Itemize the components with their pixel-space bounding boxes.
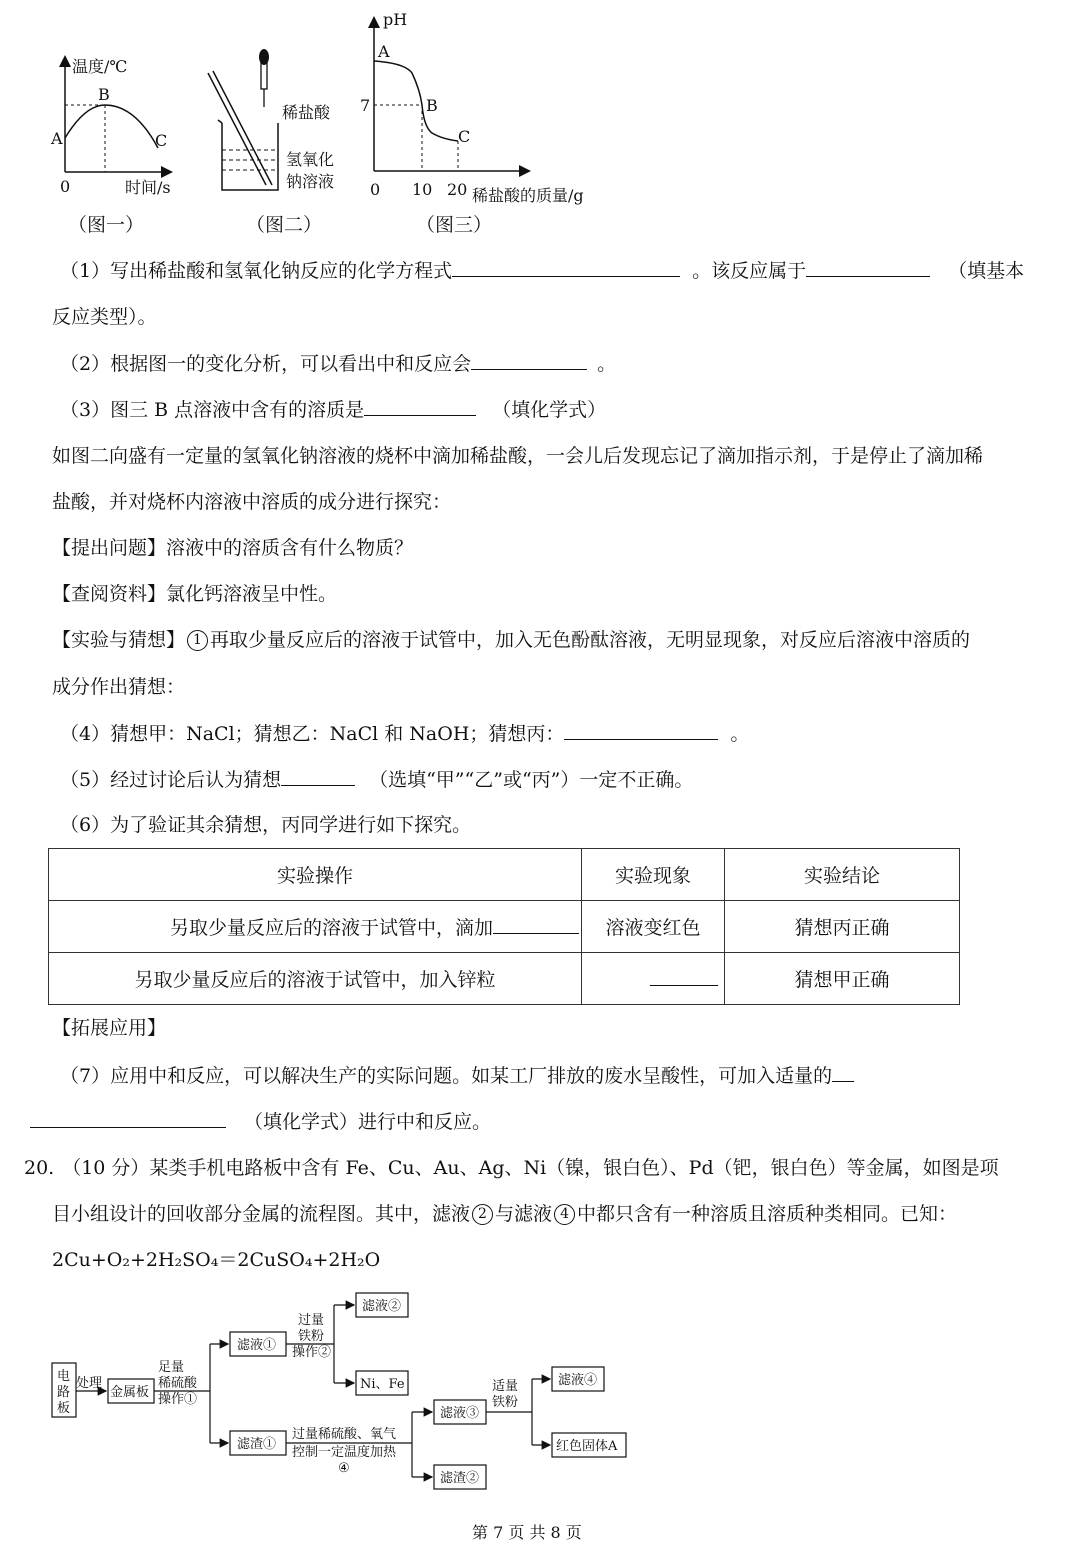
- q2-text-a: （2）根据图一的变化分析，可以看出中和反应会: [60, 353, 472, 375]
- flow-step1-a: 足量: [158, 1360, 185, 1375]
- question-1-line1: [60, 258, 1024, 283]
- q1-text-d: 反应类型）。: [52, 306, 157, 328]
- q1-text-a: （1）写出稀盐酸和氢氧化钠反应的化学方程式: [60, 260, 453, 282]
- fig3-point-c: C: [458, 127, 471, 146]
- recycling-flowchart: [40, 1285, 660, 1500]
- q20-text-2a: 目小组设计的回收部分金属的流程图。其中，滤液: [52, 1203, 471, 1225]
- q4-text-a: （4）猜想甲：NaCl；猜想乙：NaCl 和 NaOH；猜想丙：: [60, 723, 565, 745]
- table-cell-operation: [49, 901, 582, 953]
- fig3-x-tick-0: 0: [370, 180, 381, 199]
- question-2: [60, 351, 616, 376]
- fig1-x-label: 时间/s: [125, 178, 171, 197]
- q3-text-a: （3）图三 B 点溶液中含有的溶质是: [60, 399, 365, 421]
- row1-conclusion: 猜想丙正确: [725, 901, 960, 953]
- flow-step2-c: 操作②: [292, 1345, 332, 1360]
- experiment-table: [48, 848, 960, 1005]
- flow-filtrate-3: 滤液③: [440, 1406, 480, 1421]
- flow-red-solid: 红色固体A: [556, 1439, 618, 1454]
- row1-operation-text: 另取少量反应后的溶液于试管中，滴加: [169, 917, 493, 939]
- fig2-solution-line1: 氢氧化: [286, 150, 335, 169]
- flow-step4-a: 过量稀硫酸、氧气: [292, 1427, 397, 1442]
- fig3-x-tick-10: 10: [412, 180, 433, 199]
- q20-text-2c: 中都只含有一种溶质且溶质种类相同。已知：: [577, 1203, 958, 1225]
- reference-info: 【查阅资料】氯化钙溶液呈中性。: [52, 583, 338, 605]
- fig3-x-label: 稀盐酸的质量/g: [472, 186, 584, 205]
- q7-text-b: （填化学式）进行中和反应。: [244, 1111, 492, 1133]
- q2-blank[interactable]: [471, 351, 587, 370]
- q5-text-b: （选填“甲”“乙”或“丙”）一定不正确。: [369, 769, 694, 791]
- fig1-point-c: C: [155, 131, 168, 150]
- flow-process: 处理: [76, 1376, 103, 1391]
- flow-step4-b: 控制一定温度加热: [292, 1445, 397, 1460]
- question-7-line1: [60, 1063, 854, 1088]
- q20-text-1: （10 分）某类手机电路板中含有 Fe、Cu、Au、Ag、Ni（镍，银白色）、Pd（钯，银白色）等金属，如图是项: [62, 1157, 999, 1179]
- flow-step2-b: 铁粉: [298, 1329, 325, 1344]
- figure-2-beaker-diagram: [200, 45, 350, 205]
- question-6: （6）为了验证其余猜想，丙同学进行如下探究。: [60, 814, 472, 836]
- q2-text-b: 。: [597, 353, 617, 375]
- guess-label: 【实验与猜想】: [52, 629, 186, 651]
- table-cell-phenomenon: [582, 953, 725, 1005]
- q3-blank[interactable]: [364, 397, 476, 416]
- fig1-origin: 0: [60, 177, 71, 196]
- flow-board-1: 电: [57, 1369, 71, 1384]
- row2-conclusion: 猜想甲正确: [725, 953, 960, 1005]
- q5-text-a: （5）经过讨论后认为猜想: [60, 769, 282, 791]
- question-3: [60, 397, 606, 422]
- table-header-row: [49, 849, 960, 901]
- q7-blank[interactable]: [30, 1109, 226, 1128]
- guess-line1: [52, 628, 970, 652]
- flow-board-3: 板: [57, 1401, 71, 1416]
- fig3-y-tick-7: 7: [360, 96, 371, 115]
- q1-text-c: （填基本: [948, 260, 1025, 282]
- table-header-conclusion: 实验结论: [725, 849, 960, 901]
- table-header-phenomenon: 实验现象: [582, 849, 725, 901]
- q20-text-2b: 与滤液: [495, 1203, 553, 1225]
- flow-metal-plate: 金属板: [110, 1385, 150, 1400]
- q1-blank-equation[interactable]: [452, 258, 680, 277]
- q4-blank[interactable]: [564, 721, 718, 740]
- question-20-line1: [24, 1156, 999, 1180]
- q20-number: 20.: [24, 1157, 55, 1179]
- flow-step4-c: ④: [338, 1461, 350, 1476]
- fig3-y-label: pH: [383, 10, 408, 29]
- flow-step1-b: 稀硫酸: [158, 1376, 198, 1391]
- question-7-line2: [30, 1109, 491, 1134]
- row1-blank[interactable]: [493, 915, 579, 934]
- flow-step2-a: 过量: [298, 1313, 325, 1328]
- question-4: [60, 721, 749, 746]
- fig3-point-b: B: [426, 96, 438, 115]
- fig2-reagent-label: 稀盐酸: [282, 103, 331, 122]
- table-row: [49, 901, 960, 953]
- fig1-point-a: A: [51, 129, 63, 148]
- row2-operation: 另取少量反应后的溶液于试管中，加入锌粒: [49, 953, 582, 1005]
- figure-1-temperature-graph: [40, 50, 200, 200]
- flow-filtrate-2: 滤液②: [362, 1299, 402, 1314]
- expand-heading: 【拓展应用】: [52, 1017, 167, 1039]
- guess-text: 再取少量反应后的溶液于试管中，加入无色酚酞溶液，无明显现象，对反应后溶液中溶质的: [210, 629, 971, 651]
- figure-3-ph-graph: [350, 5, 610, 205]
- flow-board-2: 路: [57, 1385, 71, 1400]
- problem-statement: 【提出问题】溶液中的溶质含有什么物质？: [52, 537, 414, 559]
- circled-number-2: 2: [472, 1204, 493, 1225]
- row1-phenomenon: 溶液变红色: [582, 901, 725, 953]
- flow-filtrate-4: 滤液④: [558, 1373, 598, 1388]
- flow-residue-1: 滤渣①: [237, 1437, 277, 1452]
- intro-line2: 盐酸，并对烧杯内溶液中溶质的成分进行探究：: [52, 491, 452, 513]
- q5-blank[interactable]: [281, 767, 355, 786]
- fig2-caption: （图二）: [246, 214, 323, 236]
- intro-line1: 如图二向盛有一定量的氢氧化钠溶液的烧杯中滴加稀盐酸，一会儿后发现忘记了滴加指示剂，于是停止了滴加稀: [52, 445, 984, 467]
- fig2-solution-line2: 钠溶液: [286, 172, 335, 191]
- fig1-caption: （图一）: [68, 214, 145, 236]
- flow-step3-b: 铁粉: [492, 1395, 519, 1410]
- circled-number-4: 4: [554, 1204, 575, 1225]
- page-footer: 第 7 页 共 8 页: [472, 1523, 582, 1542]
- q4-text-b: 。: [730, 723, 750, 745]
- question-20-line2: [52, 1202, 957, 1226]
- q1-blank-type[interactable]: [806, 258, 930, 277]
- q3-text-b: （填化学式）: [492, 399, 607, 421]
- q20-equation: 2Cu+O₂+2H₂SO₄＝2CuSO₄+2H₂O: [52, 1249, 381, 1271]
- fig3-x-tick-20: 20: [447, 180, 468, 199]
- question-5: [60, 767, 693, 792]
- circled-number-1: 1: [187, 630, 208, 651]
- fig1-y-label: 温度/℃: [72, 57, 128, 76]
- fig3-caption: （图三）: [416, 214, 493, 236]
- flow-ni-fe: Ni、Fe: [360, 1377, 405, 1392]
- guess-line2: 成分作出猜想：: [52, 676, 186, 698]
- flow-step1-c: 操作①: [158, 1392, 198, 1407]
- flow-step3-a: 适量: [492, 1379, 519, 1394]
- flow-filtrate-1: 滤液①: [237, 1338, 277, 1353]
- fig1-point-b: B: [98, 85, 110, 104]
- flow-residue-2: 滤渣②: [440, 1471, 480, 1486]
- table-header-operation: 实验操作: [49, 849, 582, 901]
- q1-text-b: 。该反应属于: [692, 260, 807, 282]
- row2-blank[interactable]: [650, 967, 718, 986]
- q7-blank-start[interactable]: [832, 1063, 854, 1082]
- table-row: [49, 953, 960, 1005]
- fig3-point-a: A: [378, 42, 390, 61]
- q7-text-a: （7）应用中和反应，可以解决生产的实际问题。如某工厂排放的废水呈酸性，可加入适量的: [60, 1065, 833, 1087]
